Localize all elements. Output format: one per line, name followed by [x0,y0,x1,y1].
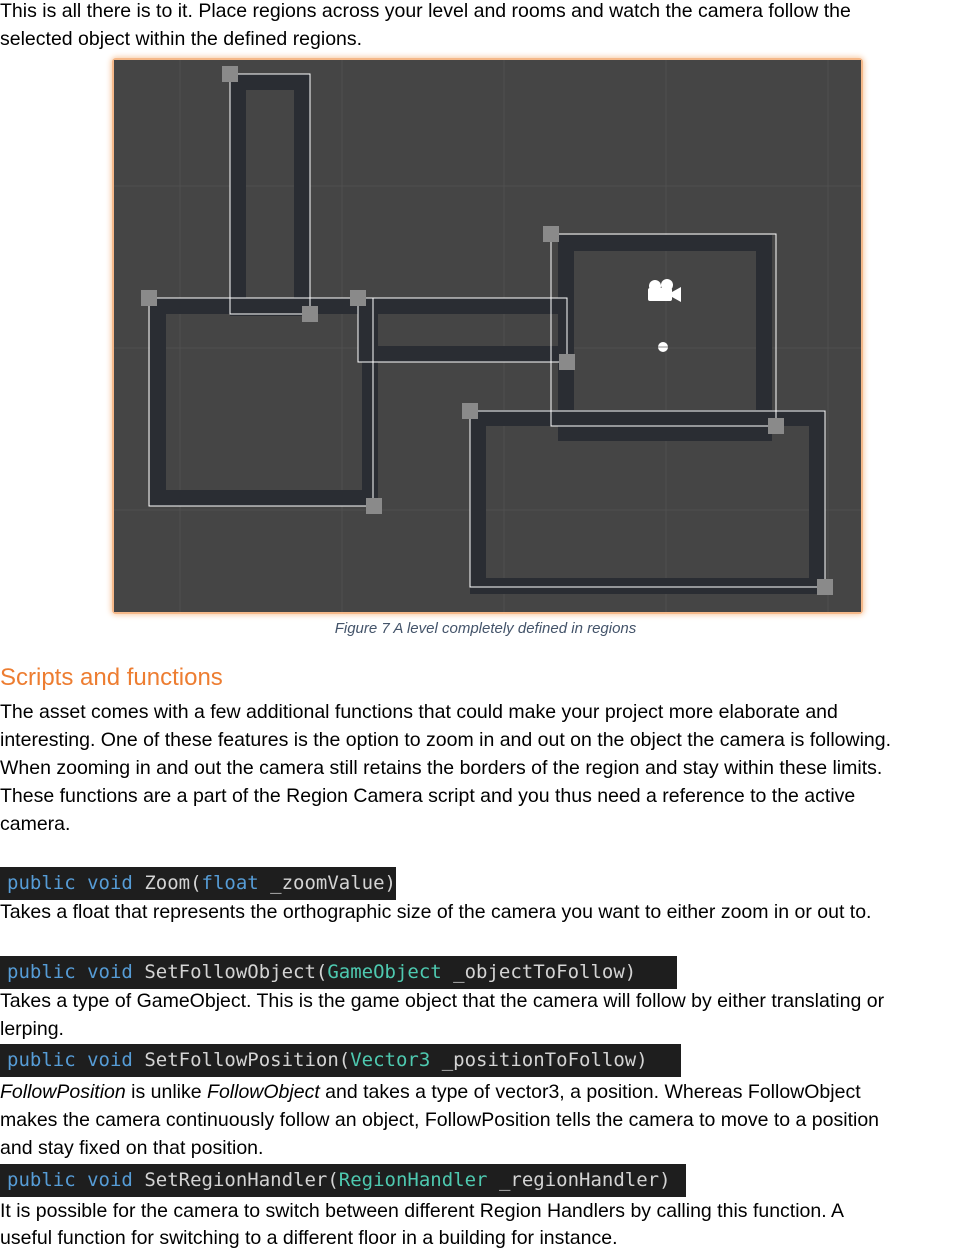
body-line-5: camera. [0,813,71,835]
setfollowposition-description-2: makes the camera continuously follow an object, FollowPosition tells the camera to move to a position [0,1109,880,1131]
handle [817,579,833,595]
body-line-4: These functions are a part of the Region Camera script and you thus need a reference to the active [0,785,856,807]
handle [559,354,575,370]
code-setfollowobject-signature: public void SetFollowObject(GameObject _objectToFollow) [0,956,677,989]
target-dot-icon [658,342,668,352]
handle [141,290,157,306]
handle [222,66,238,82]
level-regions-figure [114,60,861,612]
handle [302,306,318,322]
scene-background [114,60,861,612]
figure-caption: Figure 7 A level completely defined in regions [334,620,637,637]
section-heading: Scripts and functions [0,664,223,691]
code-setregionhandler-signature: public void SetRegionHandler(RegionHandler _regionHandler) [0,1164,686,1197]
handle [462,403,478,419]
code-setfollowposition-signature: public void SetFollowPosition(Vector3 _positionToFollow) [0,1044,681,1077]
body-line-3: When zooming in and out the camera still retains the borders of the region and stay within these limits. [0,757,883,779]
setfollowposition-description-3: and stay fixed on that position. [0,1137,264,1159]
handle [366,498,382,514]
setfollowposition-description-1: FollowPosition is unlike FollowObject and takes a type of vector3, a position. Whereas FollowObject [0,1081,861,1103]
handle [350,290,366,306]
body-line-2: interesting. One of these features is the option to zoom in and out on the object the camera is following. [0,729,892,751]
intro-line-2: selected object within the defined regions. [0,28,363,50]
handle [543,226,559,242]
setfollowobject-description-2: lerping. [0,1018,64,1040]
level-regions-diagram [114,60,861,612]
intro-line-1: This is all there is to it. Place regions across your level and rooms and watch the camera follow the [0,0,851,22]
setfollowobject-description-1: Takes a type of GameObject. This is the game object that the camera will follow by either translating or [0,990,885,1012]
code-zoom-signature: public void Zoom(float _zoomValue) [0,867,396,900]
setregionhandler-description-2: useful function for switching to a different floor in a building for instance. [0,1227,618,1249]
body-line-1: The asset comes with a few additional functions that could make your project more elaborate and [0,701,838,723]
handle [768,418,784,434]
setregionhandler-description-1: It is possible for the camera to switch between different Region Handlers by calling this function. A [0,1200,845,1222]
zoom-description: Takes a float that represents the orthographic size of the camera you want to either zoom in or out to. [0,901,872,923]
